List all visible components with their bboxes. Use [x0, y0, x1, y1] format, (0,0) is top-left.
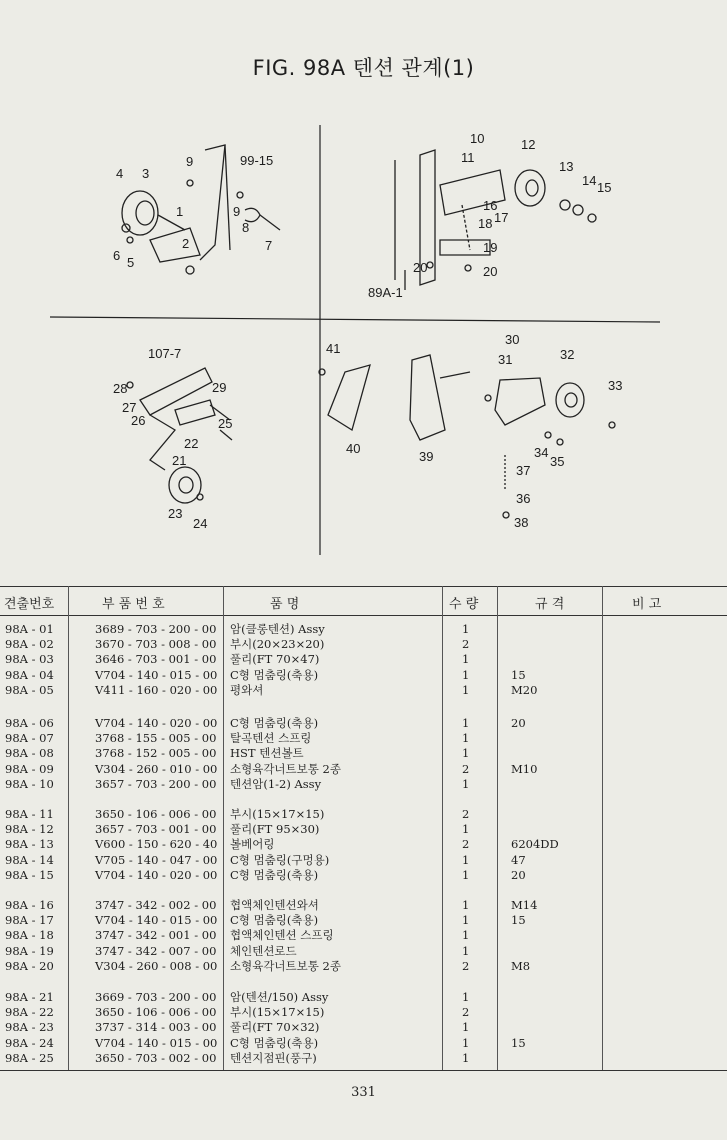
callout-label: 19 [483, 240, 498, 255]
callout-label: 8 [242, 220, 250, 235]
header-spec: 규 격 [535, 597, 565, 612]
callout-label: 40 [346, 441, 361, 456]
specification: M8 [511, 958, 531, 973]
quantity: 1 [462, 776, 470, 791]
table-row [0, 622, 727, 637]
part-name: 암(텐션/150) Assy [230, 990, 329, 1004]
quantity: 1 [462, 1050, 470, 1065]
part-number: V600 - 150 - 620 - 40 [95, 837, 218, 852]
table-row [0, 683, 727, 698]
part-number: 3650 - 703 - 002 - 00 [95, 1050, 217, 1065]
part-name: 평와셔 [230, 682, 264, 697]
quantity: 2 [462, 761, 470, 776]
header-remark: 비 고 [632, 597, 662, 612]
quantity: 1 [462, 867, 470, 882]
table-row [0, 853, 727, 868]
quantity: 1 [462, 913, 470, 928]
callout-label: 30 [505, 332, 520, 347]
callout-label: 20 [483, 264, 498, 279]
part-number: 3747 - 342 - 007 - 00 [95, 943, 217, 958]
callouts-bottom-right [326, 332, 622, 530]
part-number: 3768 - 152 - 005 - 00 [95, 746, 217, 761]
specification: 15 [511, 1035, 526, 1050]
part-name: 체인텐션로드 [230, 943, 297, 958]
callout-label: 22 [184, 436, 199, 451]
table-row [0, 868, 727, 883]
quantity: 1 [462, 852, 470, 867]
part-name: 풀리(FT 70×47) [230, 652, 320, 667]
table-row [0, 990, 727, 1005]
assembly-bottom-right [319, 355, 615, 518]
part-number: V411 - 160 - 020 - 00 [95, 682, 218, 697]
specification: M20 [511, 682, 538, 697]
table-row [0, 746, 727, 761]
part-name: 부시(15×17×15) [230, 807, 325, 821]
callout-label: 11 [461, 150, 475, 165]
specification: M10 [511, 761, 538, 776]
callouts-bottom-left [113, 346, 232, 531]
row-number: 98A - 25 [5, 1050, 54, 1065]
quantity: 1 [462, 746, 470, 761]
callout-label: 32 [560, 347, 575, 362]
part-name: C형 멈춤링(축용) [230, 667, 319, 682]
parts-table-header [0, 586, 727, 616]
part-number: 3669 - 703 - 200 - 00 [95, 990, 217, 1004]
callout-label: 4 [116, 166, 124, 181]
callout-label: 1 [176, 204, 184, 219]
specification: 20 [511, 716, 526, 730]
specification: 15 [511, 913, 526, 928]
callout-label: 18 [478, 216, 493, 231]
part-name: 소형육각너트보통 2종 [230, 958, 341, 973]
part-number: V704 - 140 - 015 - 00 [95, 667, 218, 682]
quantity: 2 [462, 958, 470, 973]
callout-label: 41 [326, 341, 341, 356]
row-number: 98A - 06 [5, 716, 54, 730]
table-row [0, 959, 727, 974]
table-bottom-rule [0, 1070, 727, 1071]
part-name: C형 멈춤링(축용) [230, 913, 319, 928]
part-name: 소형육각너트보통 2종 [230, 761, 341, 776]
table-row [0, 762, 727, 777]
part-name: C형 멈춤링(축용) [230, 716, 319, 730]
part-name: 부시(20×23×20) [230, 637, 325, 652]
part-number: 3747 - 342 - 001 - 00 [95, 928, 217, 943]
page-number: 331 [351, 1085, 376, 1100]
callout-label: 26 [131, 413, 146, 428]
callout-label: 12 [521, 137, 536, 152]
callout-label: 38 [514, 515, 529, 530]
row-number: 98A - 21 [5, 990, 54, 1004]
row-number: 98A - 15 [5, 867, 54, 882]
part-name: 협액체인텐션와셔 [230, 898, 319, 912]
callout-label: 20 [413, 260, 428, 275]
specification: 15 [511, 667, 526, 682]
callout-label: 2 [182, 236, 190, 251]
row-number: 98A - 23 [5, 1020, 54, 1035]
table-row [0, 777, 727, 792]
quantity: 1 [462, 682, 470, 697]
quantity: 1 [462, 716, 470, 730]
part-name: 텐션암(1-2) Assy [230, 776, 322, 791]
callout-label: 16 [483, 198, 498, 213]
callout-label: 3 [142, 166, 150, 181]
table-row [0, 716, 727, 731]
quantity: 1 [462, 943, 470, 958]
row-number: 98A - 04 [5, 667, 54, 682]
part-name: 암(클롱텐션) Assy [230, 622, 325, 636]
callout-label: 5 [127, 255, 135, 270]
callouts-top-left [113, 153, 273, 270]
table-row [0, 898, 727, 913]
quantity: 1 [462, 898, 470, 912]
table-row [0, 1036, 727, 1051]
callout-label: 9 [186, 154, 194, 169]
specification: 6204DD [511, 837, 559, 852]
part-number: 3670 - 703 - 008 - 00 [95, 637, 217, 652]
quantity: 1 [462, 1020, 470, 1035]
callout-label: 89A-1 [368, 285, 403, 300]
callout-label: 35 [550, 454, 565, 469]
callout-label: 23 [168, 506, 183, 521]
specification: 47 [511, 852, 526, 867]
table-row [0, 822, 727, 837]
callout-label: 36 [516, 491, 531, 506]
callout-label: 15 [597, 180, 612, 195]
row-number: 98A - 24 [5, 1035, 54, 1050]
exploded-parts-diagram [0, 0, 727, 560]
part-name: C형 멈춤링(축용) [230, 867, 319, 882]
callout-label: 39 [419, 449, 434, 464]
quantity: 1 [462, 731, 470, 746]
quantity: 1 [462, 1035, 470, 1050]
row-number: 98A - 20 [5, 958, 54, 973]
part-number: V304 - 260 - 010 - 00 [95, 761, 218, 776]
callout-label: 33 [608, 378, 623, 393]
callout-label: 34 [534, 445, 549, 460]
table-row [0, 731, 727, 746]
row-number: 98A - 07 [5, 731, 54, 746]
quantity: 1 [462, 928, 470, 943]
header-part-number: 부 품 번 호 [102, 597, 165, 612]
header-no: 견출번호 [4, 597, 55, 612]
table-row [0, 637, 727, 652]
row-number: 98A - 17 [5, 913, 54, 928]
part-name: C형 멈춤링(축용) [230, 1035, 319, 1050]
part-number: 3650 - 106 - 006 - 00 [95, 1005, 217, 1020]
callout-label: 17 [494, 210, 509, 225]
table-row [0, 837, 727, 852]
row-number: 98A - 08 [5, 746, 54, 761]
part-name: 텐션지점핀(풍구) [230, 1050, 317, 1065]
table-row [0, 652, 727, 667]
row-number: 98A - 10 [5, 776, 54, 791]
table-row [0, 807, 727, 822]
quantity: 1 [462, 622, 470, 636]
part-number: 3646 - 703 - 001 - 00 [95, 652, 217, 667]
callout-label: 24 [193, 516, 208, 531]
quantity: 2 [462, 807, 470, 821]
quantity: 1 [462, 667, 470, 682]
part-name: 풀리(FT 95×30) [230, 822, 320, 837]
row-number: 98A - 18 [5, 928, 54, 943]
part-number: 3689 - 703 - 200 - 00 [95, 622, 217, 636]
table-row [0, 1020, 727, 1035]
table-row [0, 1051, 727, 1066]
callout-label: 9 [233, 204, 241, 219]
table-row [0, 913, 727, 928]
row-number: 98A - 09 [5, 761, 54, 776]
callout-label: 6 [113, 248, 121, 263]
part-number: 3768 - 155 - 005 - 00 [95, 731, 217, 746]
row-number: 98A - 16 [5, 898, 54, 912]
part-number: 3737 - 314 - 003 - 00 [95, 1020, 217, 1035]
specification: 20 [511, 867, 526, 882]
header-qty: 수 량 [449, 597, 479, 612]
row-number: 98A - 03 [5, 652, 54, 667]
header-part-name: 품 명 [270, 597, 300, 612]
part-number: V704 - 140 - 015 - 00 [95, 1035, 218, 1050]
callout-label: 99-15 [240, 153, 274, 168]
part-number: V704 - 140 - 015 - 00 [95, 913, 218, 928]
row-number: 98A - 13 [5, 837, 54, 852]
table-row [0, 668, 727, 683]
part-number: 3657 - 703 - 200 - 00 [95, 776, 217, 791]
part-number: V704 - 140 - 020 - 00 [95, 867, 218, 882]
quantity: 1 [462, 652, 470, 667]
row-number: 98A - 19 [5, 943, 54, 958]
callout-label: 7 [265, 238, 273, 253]
part-number: V704 - 140 - 020 - 00 [95, 716, 218, 730]
row-number: 98A - 01 [5, 622, 54, 636]
quantity: 2 [462, 637, 470, 652]
callout-label: 10 [470, 131, 485, 146]
part-number: 3747 - 342 - 002 - 00 [95, 898, 217, 912]
table-row [0, 944, 727, 959]
callout-label: 28 [113, 381, 128, 396]
specification: M14 [511, 898, 538, 912]
part-name: 볼베어링 [230, 837, 275, 852]
callout-label: 37 [516, 463, 531, 478]
part-number: V304 - 260 - 008 - 00 [95, 958, 218, 973]
quantity: 2 [462, 1005, 470, 1020]
part-name: C형 멈춤링(구멍용) [230, 852, 330, 867]
row-number: 98A - 12 [5, 822, 54, 837]
row-number: 98A - 11 [5, 807, 54, 821]
quantity: 1 [462, 822, 470, 837]
table-row [0, 1005, 727, 1020]
part-name: 부시(15×17×15) [230, 1005, 325, 1020]
part-name: 협액체인텐션 스프링 [230, 928, 334, 943]
callout-label: 21 [172, 453, 187, 468]
callout-label: 13 [559, 159, 574, 174]
part-number: V705 - 140 - 047 - 00 [95, 852, 218, 867]
callout-label: 107-7 [148, 346, 182, 361]
callout-label: 29 [212, 380, 227, 395]
part-number: 3650 - 106 - 006 - 00 [95, 807, 217, 821]
part-number: 3657 - 703 - 001 - 00 [95, 822, 217, 837]
callout-label: 27 [122, 400, 137, 415]
row-number: 98A - 05 [5, 682, 54, 697]
part-name: 탈곡텐션 스프링 [230, 731, 312, 746]
callout-label: 31 [498, 352, 513, 367]
quantity: 2 [462, 837, 470, 852]
part-name: 풀리(FT 70×32) [230, 1020, 320, 1035]
row-number: 98A - 22 [5, 1005, 54, 1020]
callout-label: 25 [218, 416, 233, 431]
quantity: 1 [462, 990, 470, 1004]
row-number: 98A - 14 [5, 852, 54, 867]
table-row [0, 928, 727, 943]
page-title: FIG. 98A 텐션 관계(1) [252, 56, 475, 80]
row-number: 98A - 02 [5, 637, 54, 652]
callout-label: 14 [582, 173, 597, 188]
part-name: HST 텐션볼트 [230, 746, 304, 761]
